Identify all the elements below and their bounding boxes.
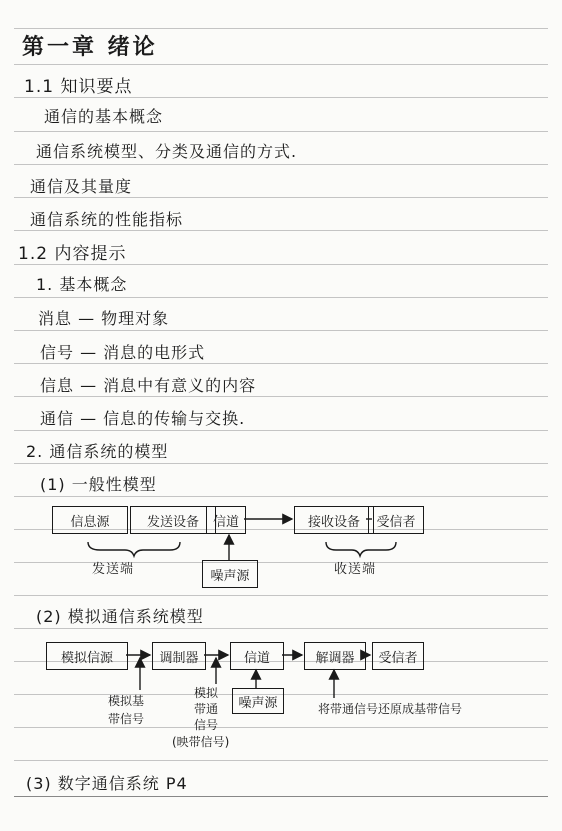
channel-box: 信道	[206, 506, 246, 534]
diagram-heading: (1) 一般性模型	[40, 475, 157, 494]
noise-source-box: 噪声源	[202, 560, 258, 588]
definition-line: 消息 — 物理对象	[38, 309, 170, 328]
receiver-end-label: 收送端	[334, 562, 377, 577]
noise-source-box: 噪声源	[232, 688, 284, 714]
bandpass-note: 信号	[194, 718, 219, 732]
receiver-brace	[326, 542, 396, 556]
chapter-title: 第一章 绪论	[22, 35, 158, 60]
channel-box: 信道	[230, 642, 284, 670]
list-item: 通信及其量度	[30, 177, 133, 196]
subsection-heading: 1. 基本概念	[36, 275, 128, 294]
definition-line: 信号 — 消息的电形式	[40, 343, 206, 362]
bandpass-note: 带通	[194, 702, 219, 716]
baseband-note: 模拟基	[108, 694, 145, 708]
subsection-heading: 2. 通信系统的模型	[26, 442, 169, 461]
transmitter-box: 发送设备	[130, 506, 216, 534]
source-box: 信息源	[52, 506, 128, 534]
transmitter-brace	[88, 542, 180, 556]
sink-box: 受信者	[368, 506, 424, 534]
sink-box: 受信者	[372, 642, 424, 670]
receiver-box: 接收设备	[294, 506, 374, 534]
definition-line: 通信 — 信息的传输与交换.	[40, 409, 246, 428]
bandpass-note: 模拟	[194, 686, 219, 700]
list-item: 通信系统的性能指标	[30, 210, 184, 229]
baseband-note: 带信号	[108, 712, 145, 726]
definition-line: 信息 — 消息中有意义的内容	[40, 376, 257, 395]
section-heading: 1.1 知识要点	[24, 77, 133, 97]
list-item: 通信系统模型、分类及通信的方式.	[36, 142, 298, 161]
analog-source-box: 模拟信源	[46, 642, 128, 670]
diagram-heading: (3) 数字通信系统 P4	[26, 774, 188, 793]
list-item: 通信的基本概念	[44, 107, 164, 126]
section-heading: 1.2 内容提示	[18, 244, 127, 264]
demodulator-note: 将带通信号还原成基带信号	[318, 702, 463, 716]
transmitter-end-label: 发送端	[92, 562, 135, 577]
demodulator-box: 解调器	[304, 642, 366, 670]
diagram-heading: (2) 模拟通信系统模型	[36, 607, 204, 626]
bandpass-note: (映带信号)	[172, 735, 230, 749]
modulator-box: 调制器	[152, 642, 206, 670]
